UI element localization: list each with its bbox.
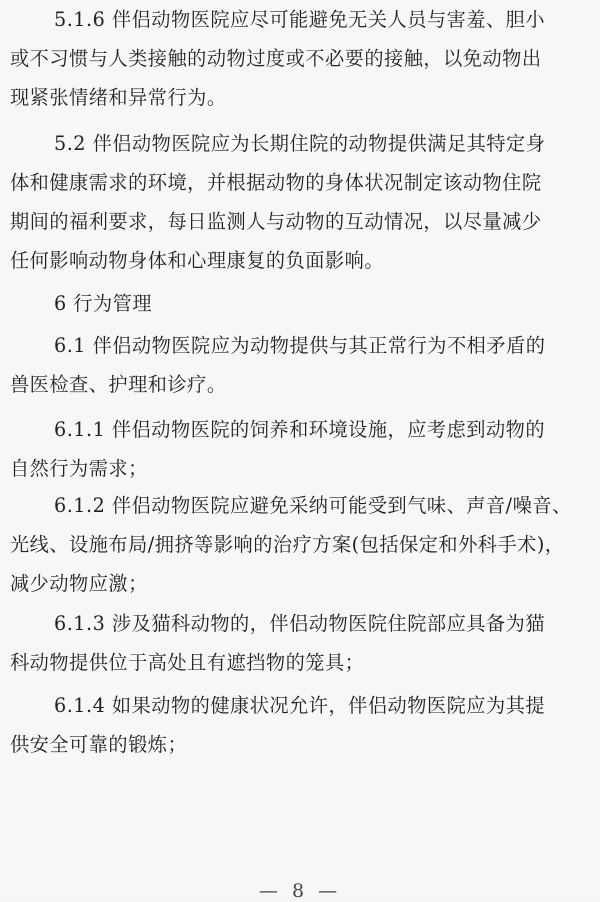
paragraph-line: 5.1.6 伴侣动物医院应尽可能避免无关人员与害羞、胆小 — [54, 8, 546, 31]
paragraph-6 — [10, 284, 152, 323]
paragraph-6-1-3 — [10, 604, 545, 682]
paragraph-5-1-6 — [10, 0, 545, 117]
paragraph-line: 现紧张情绪和异常行为。 — [10, 86, 227, 109]
paragraph-line: 体和健康需求的环境，并根据动物的身体状况制定该动物住院 — [10, 171, 542, 194]
paragraph-line: 减少动物应激； — [10, 572, 148, 595]
paragraph-line: 任何影响动物身体和心理康复的负面影响。 — [10, 249, 385, 272]
paragraph-line: 期间的福利要求，每日监测人与动物的互动情况，以尽量减少 — [10, 210, 542, 233]
paragraph-line: 供安全可靠的锻炼； — [10, 733, 188, 756]
paragraph-line: 自然行为需求； — [10, 457, 148, 480]
paragraph-line: 6.1.4 如果动物的健康状况允许，伴侣动物医院应为其提 — [54, 694, 546, 717]
paragraph-line: 6.1 伴侣动物医院应为动物提供与其正常行为不相矛盾的 — [54, 334, 546, 357]
paragraph-6-1 — [10, 326, 545, 404]
paragraph-5-2 — [10, 124, 545, 280]
paragraph-line: 光线、设施布局/拥挤等影响的治疗方案(包括保定和外科手术)， — [10, 533, 565, 556]
paragraph-line: 6.1.2 伴侣动物医院应避免采纳可能受到气味、声音/噪音、 — [54, 494, 572, 517]
paragraph-line: 6.1.3 涉及猫科动物的，伴侣动物医院住院部应具备为猫 — [54, 612, 546, 635]
paragraph-line: 兽医检查、护理和诊疗。 — [10, 373, 227, 396]
paragraph-6-1-1 — [10, 410, 545, 488]
paragraph-line: 或不习惯与人类接触的动物过度或不必要的接触，以免动物出 — [10, 47, 542, 70]
paragraph-line: 6 行为管理 — [54, 292, 153, 315]
paragraph-6-1-4 — [10, 686, 545, 764]
paragraph-line: 科动物提供位于高处且有遮挡物的笼具； — [10, 651, 365, 674]
paragraph-line: 5.2 伴侣动物医院应为长期住院的动物提供满足其特定身 — [54, 132, 546, 155]
page-number: — 8 — — [258, 880, 342, 902]
paragraph-line: 6.1.1 伴侣动物医院的饲养和环境设施，应考虑到动物的 — [54, 418, 546, 441]
paragraph-6-1-2 — [10, 486, 572, 603]
